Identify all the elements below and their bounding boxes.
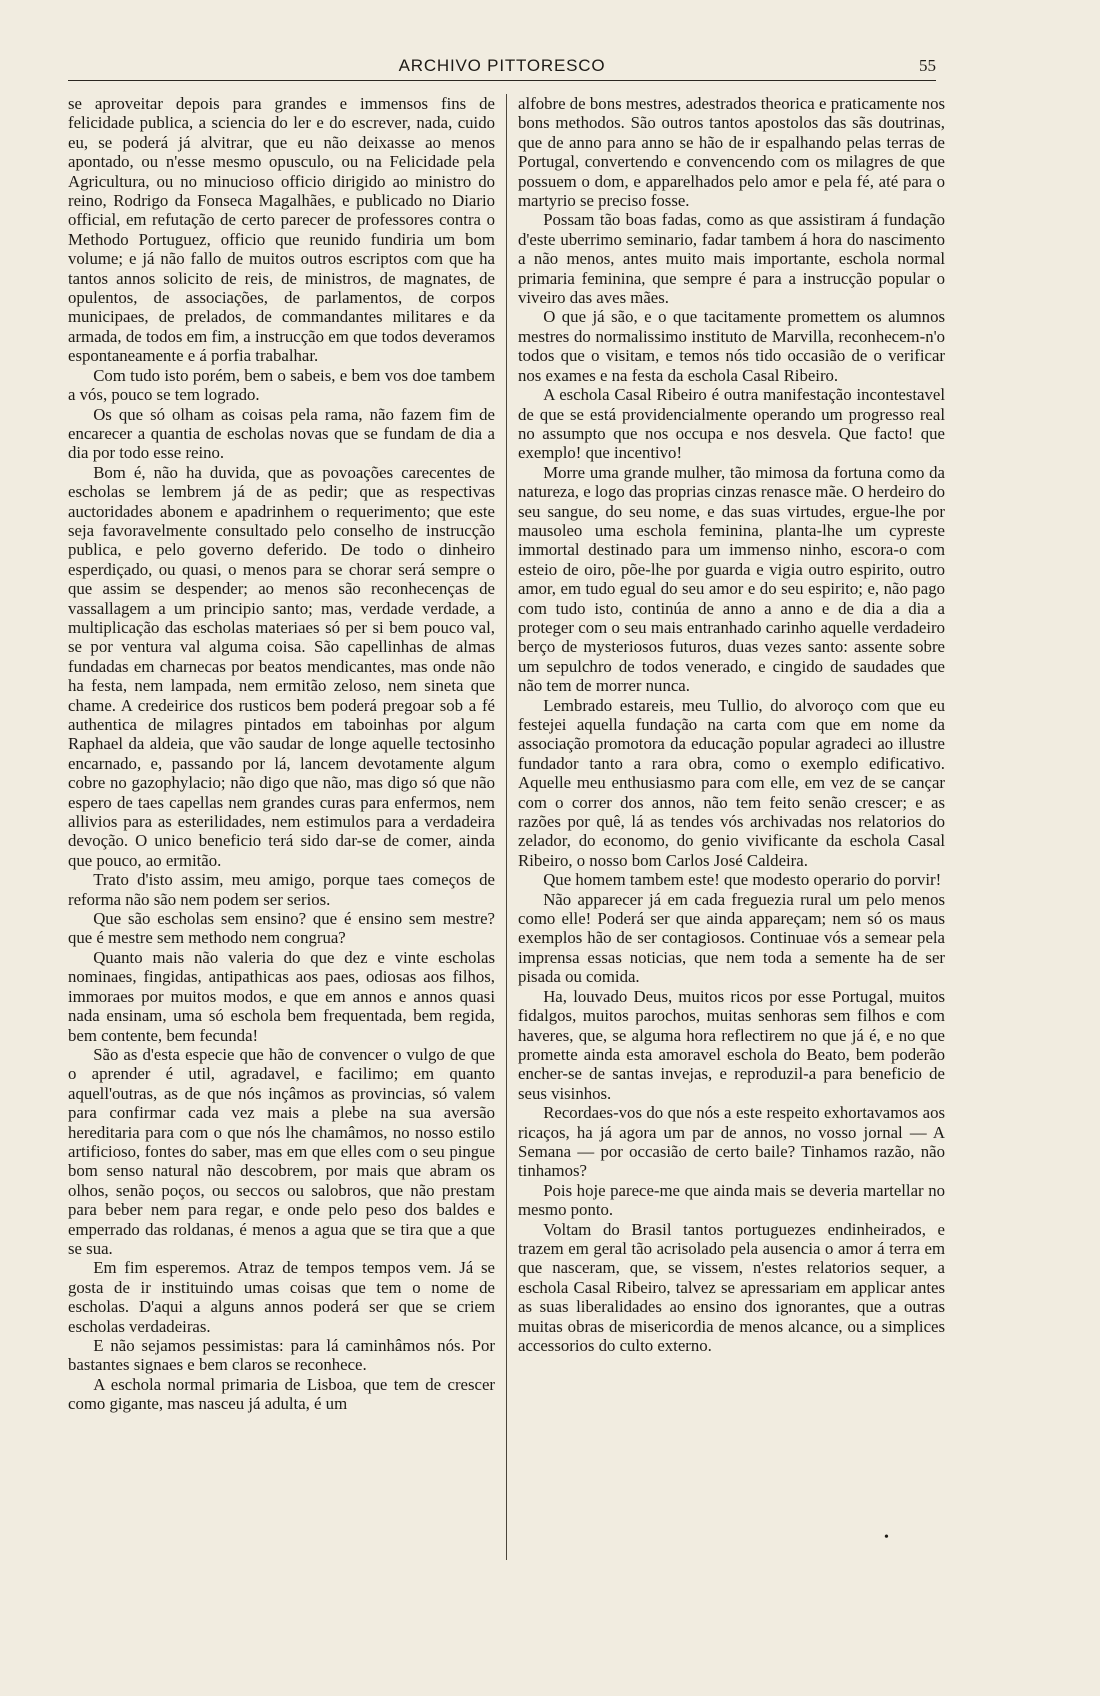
paragraph: Pois hoje parece-me que ainda mais se deveria martellar no mesmo ponto. xyxy=(518,1180,945,1220)
running-title: ARCHIVO PITTORESCO xyxy=(398,56,606,75)
paragraph: Voltam do Brasil tantos portuguezes endinheirados, e trazem em geral tão acrisolado pela ausencia o amor á terra em que nasceram, que, se vissem, n'estes relatorios sequer, a eschola Casal Ribeiro, talvez se apressariam em applicar antes as suas liberalidades ao ensino dos ignorantes, que a outras muitas obras de misericordia de menos alcance, ou a simplices accessorios do culto externo. xyxy=(518,1219,945,1355)
paragraph: E não sejamos pessimistas: para lá caminhâmos nós. Por bastantes signaes e bem claros se reconhece. xyxy=(68,1336,495,1375)
paragraph: A eschola Casal Ribeiro é outra manifestação incontestavel de que se está providencialmente operando um progresso real no assumpto que nos occupa e nos desvela. Que facto! que exemplo! que incentivo! xyxy=(518,385,945,463)
paragraph: Morre uma grande mulher, tão mimosa da fortuna como da natureza, e logo das proprias cinzas renasce mãe. O herdeiro do seu sangue, do seu nome, e das suas virtudes, ergue-lhe por mausoleo uma eschola feminina, planta-lhe um cypreste immortal destinado para um immenso ninho, escora-o com esteio de oiro, põe-lhe por guarda e vigia outro espirito, outro amor, em tudo egual do seu amor e do seu espirito; e, não pago com tudo isto, continúa de anno a anno e de dia a dia a proteger com o seu mais entranhado carinho aquelle verdadeiro berço de mysteriosos futuros, duas vezes santo: assente sobre um sepulchro de todos venerado, e cingido de saudades que não tem de morrer nunca. xyxy=(518,462,945,696)
paragraph: Que homem tambem este! que modesto operario do porvir! xyxy=(543,870,942,890)
header-rule xyxy=(68,80,936,81)
paragraph: se aproveitar depois para grandes e immensos fins de felicidade publica, a sciencia do ler e do escrever, nada, cuido eu, se poderá já alvitrar, que eu não deixasse ao menos apontado, ou n'esse mesmo opusculo, ou na Felicidade pela Agricultura, ou no minucioso officio dirigido ao ministro do reino, Rodrigo da Fonseca Magalhães, e publicado no Diario official, em refutação de certo parecer de professores contra o Methodo Portuguez, officio que reunido fundiria um bom volume; e já não fallo de muitos outros escriptos com que ha tantos annos solicito de reis, de ministros, de magnates, de opulentos, de associações, de parlamentos, de corpos municipaes, de prelados, de commandantes militares e da armada, de todos em fim, a instrucção em que todos deveramos espontaneamente e á porfia trabalhar. xyxy=(68,94,495,366)
paragraph: Recordaes-vos do que nós a este respeito exhortavamos aos ricaços, ha já agora um par de annos, no vosso jornal — A Semana — por occasião de certo baile? Tinhamos razão, não tinhamos? xyxy=(518,1103,945,1181)
paragraph: Os que só olham as coisas pela rama, não fazem fim de encarecer a quantia de escholas novas que se fundam de dia a dia por todo esse reino. xyxy=(68,404,495,463)
page-header xyxy=(68,52,936,78)
print-speck: • xyxy=(884,1530,889,1545)
paragraph: Com tudo isto porém, bem o sabeis, e bem vos doe tambem a vós, pouco se tem logrado. xyxy=(68,365,495,405)
paragraph: Lembrado estareis, meu Tullio, do alvoroço com que eu festejei aquella fundação na carta com que em nome da associação promotora da educação popular agradeci ao illustre fundador tanto a rara obra, como o exemplo edificativo. Aquelle meu enthusiasmo para com elle, em vez de se cançar com o correr dos annos, não tem feito senão crescer; e as razões por quê, lá as tendes vós archivadas nos relatorios do zelador, do economo, do genio vivificante da eschola Casal Ribeiro, o nosso bom Carlos José Caldeira. xyxy=(518,695,945,870)
paragraph: O que já são, e o que tacitamente promettem os alumnos mestres do normalissimo instituto de Marvilla, reconhecem-n'o todos que o visitam, e temos nós tido occasião de o verificar nos exames e na festa da eschola Casal Ribeiro. xyxy=(518,307,945,385)
paragraph: Não apparecer já em cada freguezia rural um pelo menos como elle! Poderá ser que ainda appareçam; nem só os maus exemplos hão de ser contagiosos. Continuae vós a semear pela imprensa essas noticias, que nem toda a semente ha de ser pisada ou comida. xyxy=(518,889,945,987)
page-number: 55 xyxy=(919,56,936,75)
paragraph: alfobre de bons mestres, adestrados theorica e praticamente nos bons methodos. São outros tantos apostolos das sãs doutrinas, que de anno para anno se hão de ir espalhando pelas terras de Portugal, convertendo e convencendo com os milagres de que possuem o dom, e apparelhados pelo amor e pela fé, até para o martyrio se preciso fosse. xyxy=(518,94,945,211)
column-divider xyxy=(506,94,507,1560)
paragraph: Trato d'isto assim, meu amigo, porque taes começos de reforma não são nem podem ser serios. xyxy=(68,870,495,909)
paragraph: Em fim esperemos. Atraz de tempos tempos vem. Já se gosta de ir instituindo umas coisas que tem o nome de escholas. D'aqui a alguns annos poderá ser que se criem escholas verdadeiras. xyxy=(68,1258,495,1336)
paragraph: Quanto mais não valeria do que dez e vinte escholas nominaes, fingidas, antipathicas aos paes, odiosas aos filhos, immoraes por muitos modos, e que em annos e annos quasi nada ensinam, uma só eschola bem frequentada, bem regida, bem contente, bem fecunda! xyxy=(68,947,495,1045)
text-column-left xyxy=(68,94,495,1664)
paragraph: A eschola normal primaria de Lisboa, que tem de crescer como gigante, mas nasceu já adulta, é um xyxy=(68,1374,495,1414)
paragraph: Possam tão boas fadas, como as que assistiram á fundação d'este uberrimo seminario, fadar tambem á hora do nascimento a não menos, antes muito mais importante, eschola normal primaria feminina, que sempre é para a instrucção popular o viveiro das aves mães. xyxy=(518,210,945,308)
paragraph: Bom é, não ha duvida, que as povoações carecentes de escholas se lembrem já de as pedir; que as respectivas auctoridades abonem e apadrinhem o requerimento; que este seja favoravelmente consultado pelo conselho de instrucção publica, e pelo governo deferido. De todo o dinheiro esperdiçado, ou quasi, o menos para se chorar será sempre o que assim se despender; ao menos são reconhecenças de vassallagem a um principio santo; mas, verdade verdade, a multiplicação das escholas materiaes só per si bem pouco val, se por ventura val alguma coisa. São capellinhas de almas fundadas em charnecas por beatos mendicantes, mas onde não ha festa, nem lampada, nem ermitão zeloso, nem sineta que chame. A credeirice dos rusticos bem poderá pregoar sob a fé authentica de milagres pintados em taboinhas por algum Raphael da aldeia, que vão saudar de longe aquelle tectosinho encarnado, e, passando por lá, lancem devotamente algum cobre no gazophylacio; não digo que não, mas digo só que não espero de taes capellas nem grandes curas para enfermos, nem allivios para as esterilidades, nem estimulos para a verdadeira devoção. O unico beneficio terá sido dar-se de comer, ainda que pouco, ao ermitão. xyxy=(68,462,495,870)
paragraph: São as d'esta especie que hão de convencer o vulgo de que o aprender é util, agradavel, e facilimo; em quanto aquell'outras, as de que nós inçâmos as provincias, só valem para confirmar cada vez mais a plebe na sua aversão hereditaria para com o que nós lhe chamâmos, no nosso estilo artificioso, fontes do saber, mas em que elles com o seu pingue bom senso natural não descobrem, por mais que abram os olhos, senão poços, ou seccos ou salobros, que não prestam para beber nem para regar, e onde pelo peso dos baldes e emperrado das roldanas, é menos a agua que se tira que a que se sua. xyxy=(68,1044,495,1258)
paragraph: Ha, louvado Deus, muitos ricos por esse Portugal, muitos fidalgos, muitos parochos, muitas senhoras sem filhos e com haveres, que, se alguma hora reflectirem no que já é, e no que promette ainda esta amoravel eschola do Beato, bem poderão encher-se de santas invejas, e reproduzil-a para beneficio de seus visinhos. xyxy=(518,986,945,1103)
text-column-right xyxy=(518,94,945,1664)
paragraph: Que são escholas sem ensino? que é ensino sem mestre? que é mestre sem methodo nem congrua? xyxy=(68,909,495,948)
